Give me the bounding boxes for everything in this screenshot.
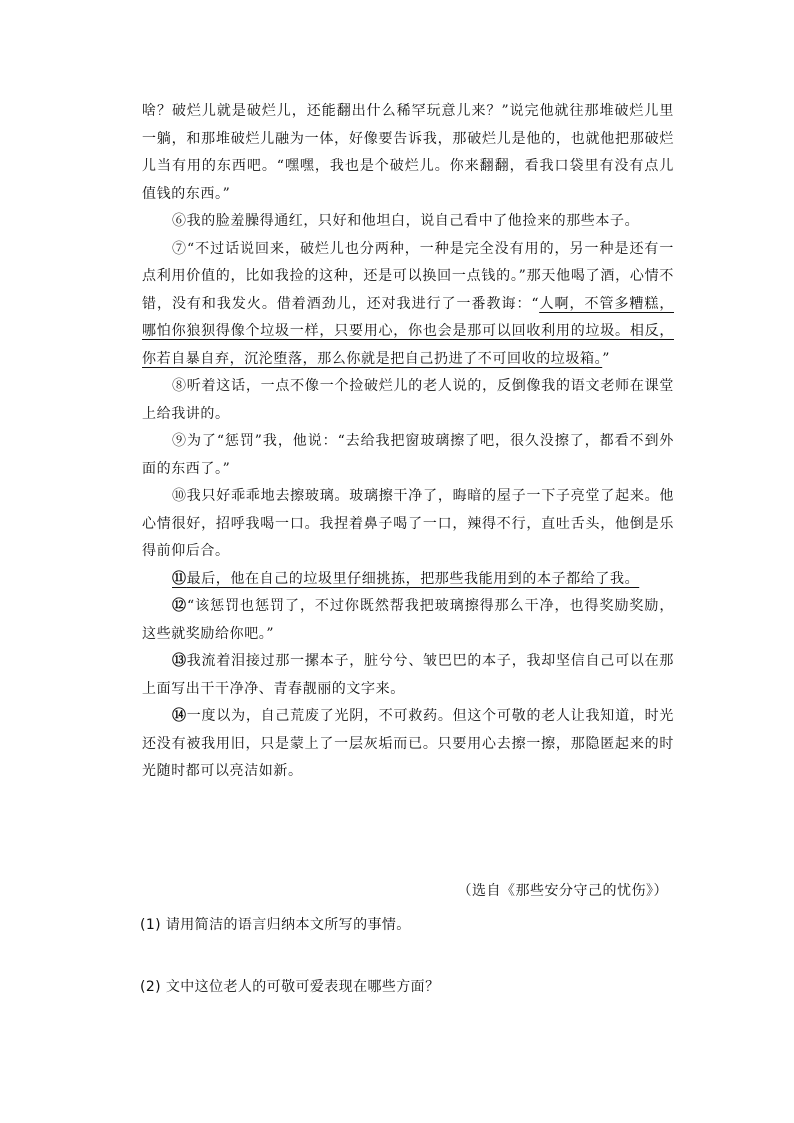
- paragraph-12-number: ⑫: [172, 598, 187, 614]
- paragraph-11-number: ⑪: [172, 570, 187, 587]
- paragraph-13-text: 我流着泪接过那一摞本子，脏兮兮、皱巴巴的本子，我却坚信自己可以在那上面写出干干净净、青春靓丽的文字来。: [142, 653, 674, 697]
- paragraph-14-number: ⑭: [172, 708, 187, 724]
- paragraph-12: [142, 593, 674, 648]
- paragraph-intro: 啥？破烂儿就是破烂儿，还能翻出什么稀罕玩意儿来？”说完他就往那堆破烂儿里一躺，和那堆破烂儿融为一体，好像要告诉我，那破烂儿是他的，也就他把那破烂儿当有用的东西吧。“嘿嘿，我也是个破烂儿。你来翻翻，看我口袋里有没有点儿值钱的东西。”: [142, 103, 674, 202]
- paragraph-11: [142, 566, 674, 594]
- paragraph-13: [142, 648, 674, 703]
- paragraph-8: ⑧听着这话，一点不像一个捡破烂儿的老人说的，反倒像我的语文老师在课堂上给我讲的。: [142, 378, 674, 422]
- underlined-quote: 人啊，不管多糟糕，哪怕你狼狈得像个垃圾一样，只要用心，你也会是那可以回收利用的垃圾。相反，你若自暴自弃，沉沦堕落，那么你就是把自己扔进了不可回收的垃圾箱。: [142, 295, 674, 367]
- paragraph-13-number: ⑬: [172, 653, 187, 669]
- paragraph-10: ⑩我只好乖乖地去擦玻璃。玻璃擦干净了，晦暗的屋子一下子亮堂了起来。他心情很好，招呼我喝一口。我捏着鼻子喝了一口，辣得不行，直吐舌头，他倒是乐得前仰后合。: [142, 488, 674, 559]
- paragraph-14: [142, 703, 674, 786]
- paragraph-11-text: 最后，他在自己的垃圾里仔细挑拣，把那些我能用到的本子都给了我。: [186, 570, 640, 587]
- source-citation: （选自《那些安分守己的忧伤》）: [457, 883, 668, 899]
- paragraph-6: ⑥我的脸羞臊得通红，只好和他坦白，说自己看中了他捡来的那些本子。: [172, 213, 640, 229]
- article-body: [142, 98, 674, 786]
- question-1: (1) 请用简洁的语言归纳本文所写的事情。: [140, 917, 411, 933]
- paragraph-7-lead: ⑦“不过话说回来，破烂儿也分两种，一种是完全没有用的，另一种是还有一点利用价值的，比如我捡的这种，还是可以换回一点钱的。”那天他喝了酒，心情不错，没有和我发火。借着酒劲儿，还对我进行了一番教诲：“: [142, 240, 674, 312]
- paragraph-12-text: “该惩罚也惩罚了，不过你既然帮我把玻璃擦得那么干净，也得奖励奖励，这些就奖励给你吧。”: [142, 598, 674, 642]
- paragraph-9: ⑨为了“惩罚”我，他说：“去给我把窗玻璃擦了吧，很久没擦了，都看不到外面的东西了。”: [142, 433, 674, 477]
- paragraph-14-text: 一度以为，自己荒废了光阴，不可救药。但这个可敬的老人让我知道，时光还没有被我用旧，只是蒙上了一层灰垢而已。只要用心去擦一擦，那隐匿起来的时光随时都可以亮洁如新。: [142, 708, 674, 779]
- paragraph-7: [142, 236, 674, 374]
- question-2: (2) 文中这位老人的可敬可爱表现在哪些方面？: [140, 979, 440, 995]
- paragraph-7-close: ”: [602, 350, 610, 367]
